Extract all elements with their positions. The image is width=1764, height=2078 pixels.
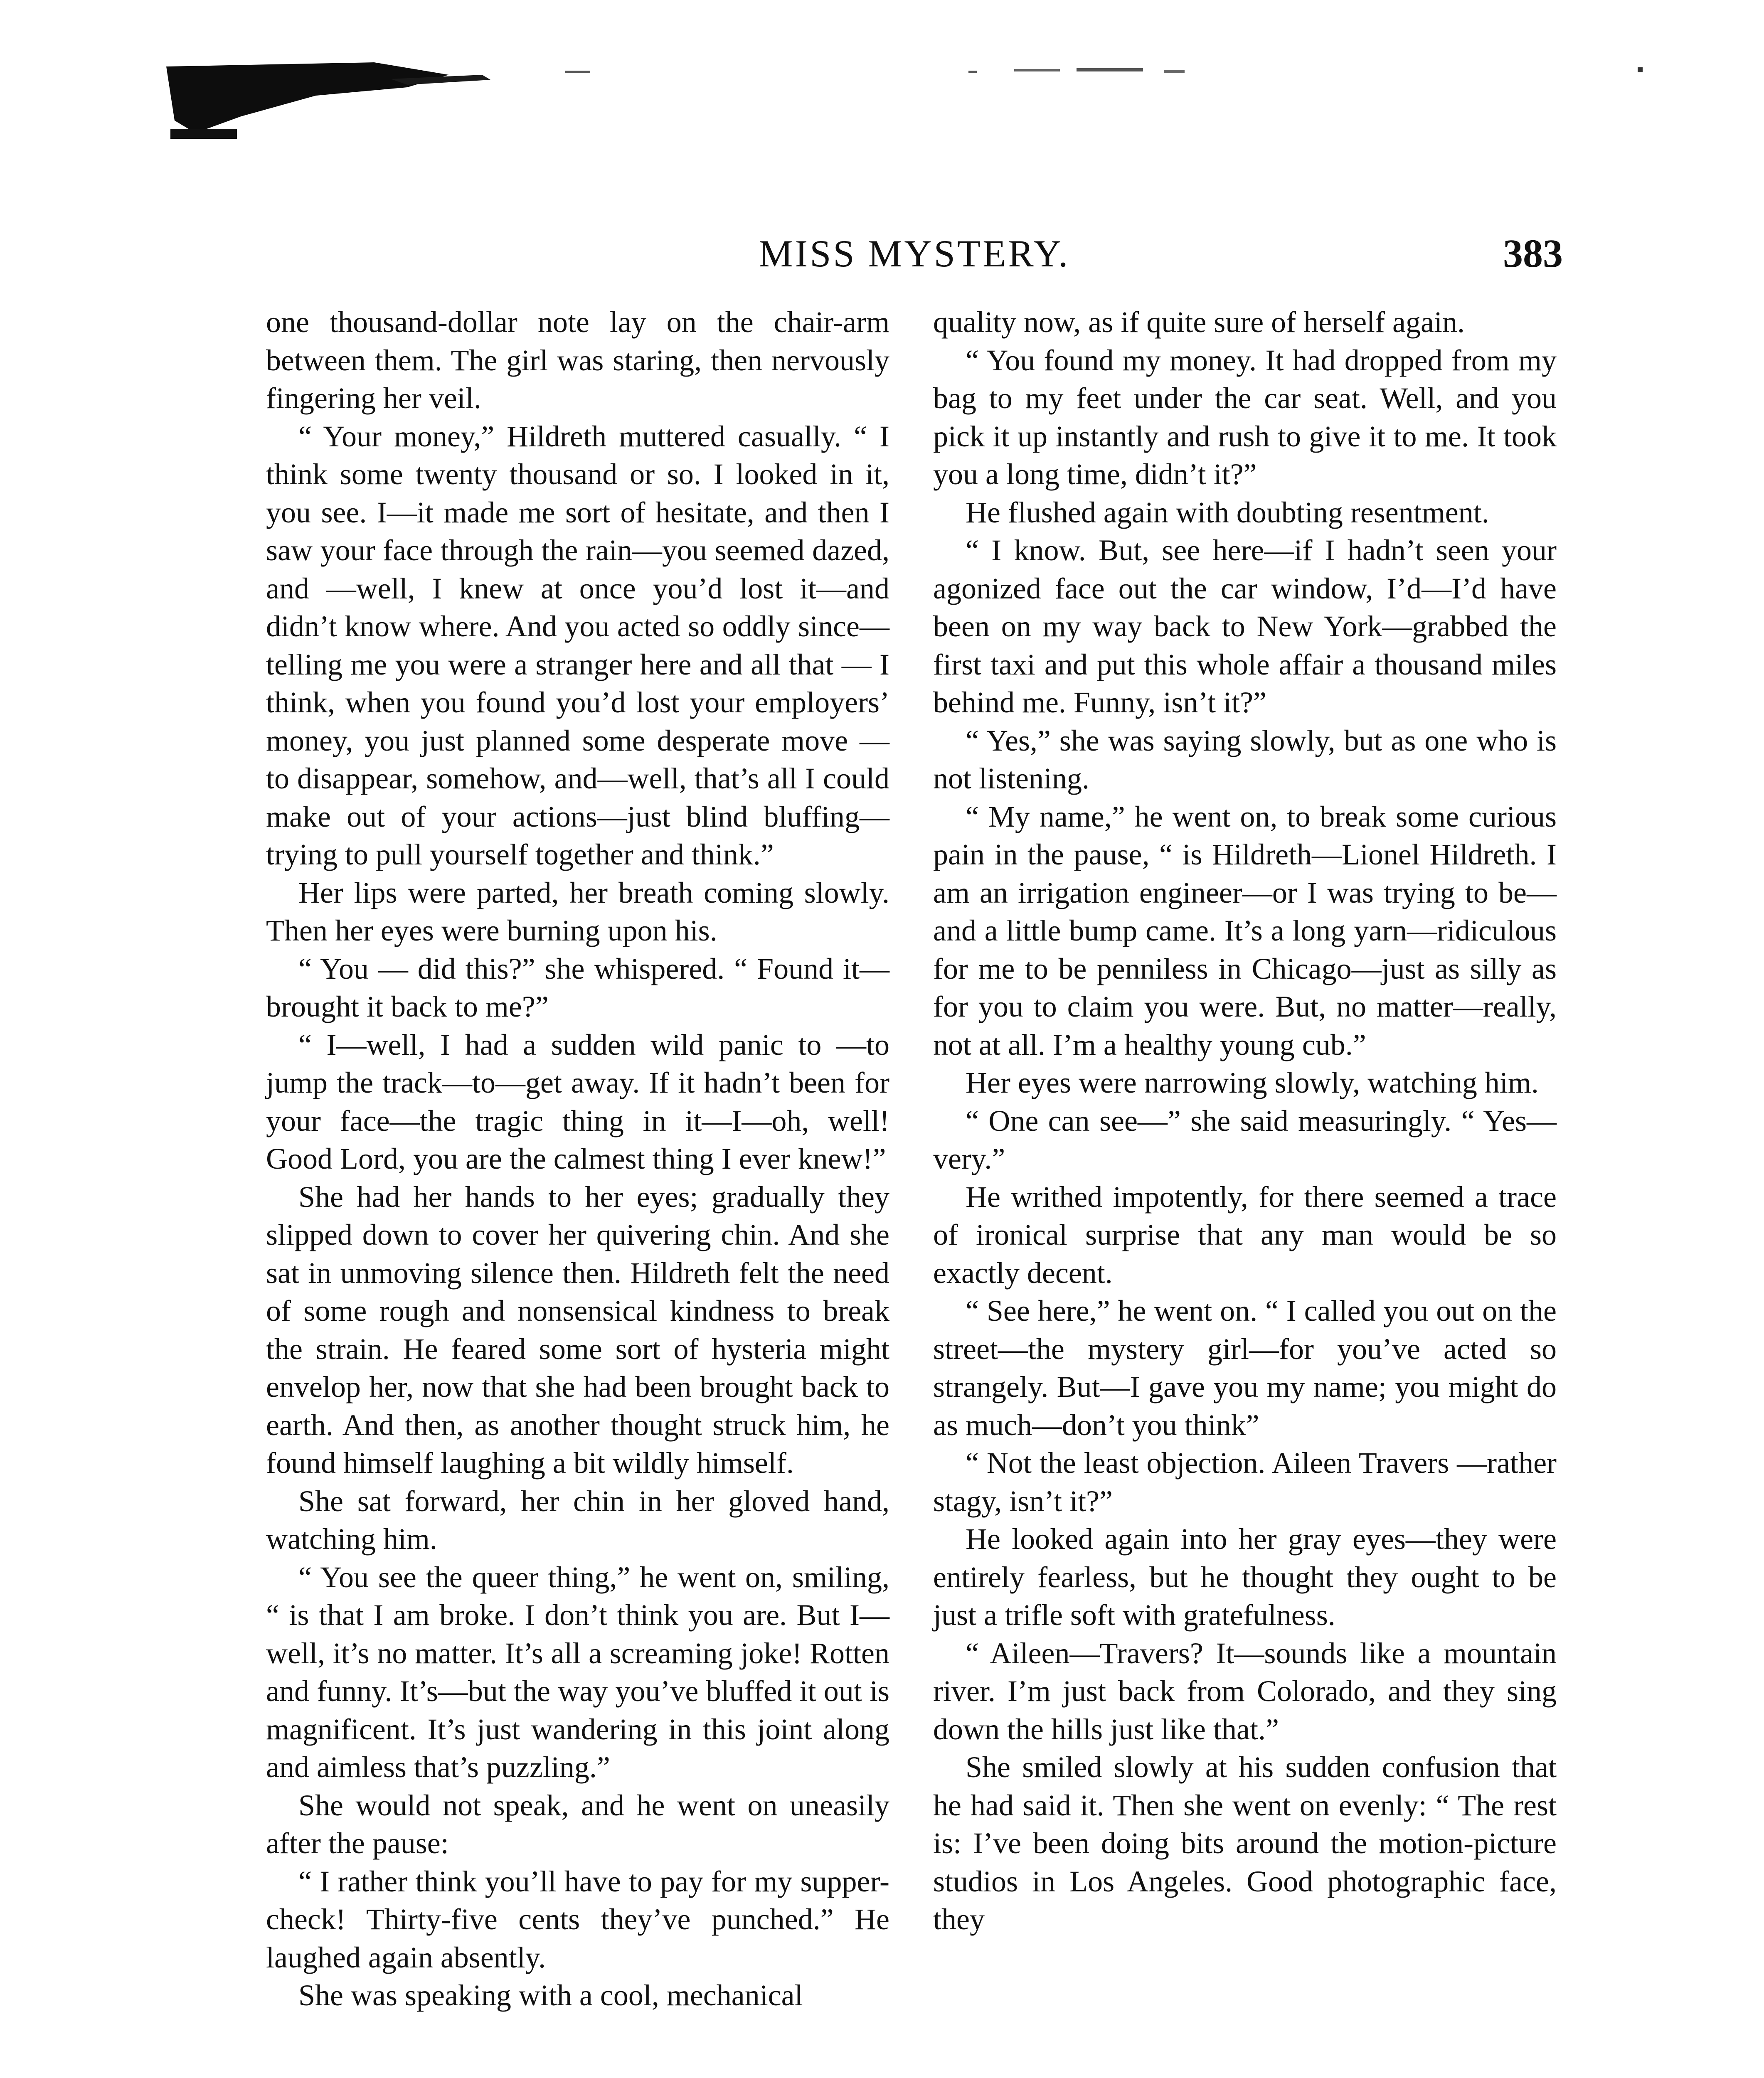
paragraph: She would not speak, and he went on uneasily after the pause:	[266, 1788, 889, 1860]
scan-specks	[540, 54, 1704, 87]
scan-ink-smudge	[158, 50, 499, 150]
paragraph: He writhed impotently, for there seemed a trace of ironical surprise that any man would be so exactly decent.	[933, 1180, 1557, 1290]
page-number: 383	[1503, 231, 1563, 276]
right-column	[933, 303, 1557, 1939]
paragraph: She had her hands to her eyes; gradually they slipped down to cover her quivering chin. And she sat in unmoving silence then. Hildreth felt the need of some rough and nonsensical kindness to break the strain. He feared some sort of hysteria might envelop her, now that she had been brought back to earth. And then, as another thought struck him, he found himself laughing a bit wildly himself.	[266, 1180, 889, 1480]
paragraph: “ Aileen—Travers? It—sounds like a mountain river. I’m just back from Colorado, and they sing down the hills just like that.”	[933, 1636, 1557, 1746]
paragraph: She was speaking with a cool, mechanical	[298, 1979, 803, 2012]
paragraph: quality now, as if quite sure of herself again.	[933, 305, 1465, 339]
paragraph: “ You see the queer thing,” he went on, smiling, “ is that I am broke. I don’t think you are. But I—well, it’s no matter. It’s all a screaming joke! Rotten and funny. It’s—but the way you’ve bluffed it out is magnificent. It’s just wandering in this joint along and aimless that’s puzzling.”	[266, 1560, 889, 1784]
paragraph: “ Not the least objection. Aileen Travers —rather stagy, isn’t it?”	[933, 1446, 1557, 1518]
paragraph: one thousand-dollar note lay on the chair-arm between them. The girl was staring, then nervously fingering her veil.	[266, 305, 889, 415]
paragraph: “ My name,” he went on, to break some curious pain in the pause, “ is Hildreth—Lionel Hildreth. I am an irrigation engineer—or I was trying to be—and a little bump came. It’s a long yarn—ridiculous for me to be penniless in Chicago—just as silly as for you to claim you were. But, no matter—really, not at all. I’m a healthy young cub.”	[933, 800, 1557, 1061]
paragraph: “ One can see—” she said measuringly. “ Yes—very.”	[933, 1104, 1557, 1175]
paragraph: “ I—well, I had a sudden wild panic to —to jump the track—to—get away. If it hadn’t been for your face—the tragic thing in it—I—oh, well! Good Lord, you are the calmest thing I ever knew!”	[266, 1028, 889, 1175]
paragraph: “ I rather think you’ll have to pay for my supper-check! Thirty-five cents they’ve punched.” He laughed again absently.	[266, 1864, 889, 1974]
paragraph: Her eyes were narrowing slowly, watching him.	[966, 1066, 1539, 1099]
paragraph: “ Your money,” Hildreth muttered casually. “ I think some twenty thousand or so. I looked in it, you see. I—it made me sort of hesitate, and then I saw your face through the rain—you seemed dazed, and —well, I knew at once you’d lost it—and didn’t know where. And you acted so oddly since—telling me you were a stranger here and all that — I think, when you found you’d lost your employers’ money, you just planned some desperate move — to disappear, somehow, and—well, that’s all I could make out of your actions—just blind bluffing—trying to pull yourself together and think.”	[266, 419, 889, 871]
running-head	[266, 224, 1563, 283]
paragraph: “ See here,” he went on. “ I called you out on the street—the mystery girl—for you’ve acted so strangely. But—I gave you my name; you might do as much—don’t you think”	[933, 1294, 1557, 1442]
left-column	[266, 303, 889, 2015]
paragraph: “ Yes,” she was saying slowly, but as one who is not listening.	[933, 724, 1557, 795]
paragraph: “ You found my money. It had dropped from my bag to my feet under the car seat. Well, and you pick it up instantly and rush to give it to me. It took you a long time, didn’t it?”	[933, 343, 1557, 491]
paragraph: She sat forward, her chin in her gloved hand, watching him.	[266, 1484, 889, 1556]
paragraph: He looked again into her gray eyes—they were entirely fearless, but he thought they ought to be just a trifle soft with gratefulness.	[933, 1522, 1557, 1632]
paragraph: “ You — did this?” she whispered. “ Found it—brought it back to me?”	[266, 952, 889, 1023]
paragraph: “ I know. But, see here—if I hadn’t seen your agonized face out the car window, I’d—I’d have been on my way back to New York—grabbed the first taxi and put this whole affair a thousand miles behind me. Funny, isn’t it?”	[933, 534, 1557, 719]
paragraph: Her lips were parted, her breath coming slowly. Then her eyes were burning upon his.	[266, 876, 889, 947]
paragraph: He flushed again with doubting resentment.	[966, 495, 1489, 529]
running-title: MISS MYSTERY.	[759, 232, 1070, 275]
paragraph: She smiled slowly at his sudden confusion that he had said it. Then she went on evenly: “ The rest is: I’ve been doing bits around the motion-picture studios in Los Angeles. Good photographic face, they	[933, 1751, 1557, 1936]
